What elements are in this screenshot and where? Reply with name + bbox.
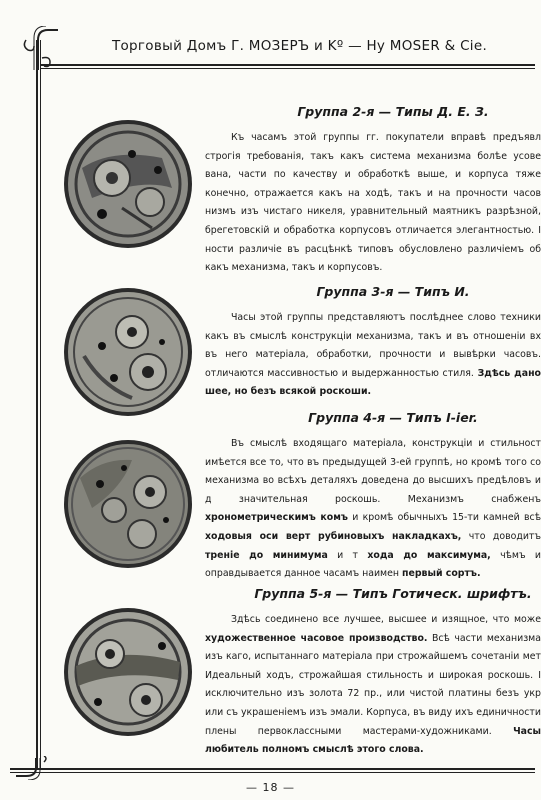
paragraph-bold-text: Часы любитель полномъ смыслѣ этого слова. <box>205 725 541 756</box>
section-group-4 <box>205 410 541 584</box>
bottom-rule <box>10 768 535 770</box>
section-heading: Группа 2-я — Типы Д. Е. З. <box>297 104 489 119</box>
watch-movement-image-4 <box>62 606 194 738</box>
section-heading: Группа 4-я — Типъ I-ier. <box>308 410 478 425</box>
left-rule-thin <box>40 40 41 770</box>
page-number: — 18 — <box>246 781 295 794</box>
paragraph-text: Всѣ части механизма изъ каго, испытаннаго матеріала при строжайшемъ сочетаніи мет Идеальный ходъ, строжайшая стильность и широкая роскошь. I исключительно изъ золота 72 пр., или чистой платины безъ укр или съ украшеніемъ изъ эмали. Корпуса, въ виду ихъ единичности плены первоклассными мастерами-художниками. <box>205 632 541 737</box>
paragraph-bold-text: ходовыя оси верт рубиновыхъ накладкахъ, <box>205 530 462 542</box>
paragraph-bold-text: хода до максимума, <box>367 549 491 561</box>
top-rule-thin <box>40 68 535 69</box>
paragraph-text: и кромѣ обычныхъ 15-ти камней всѣ <box>352 512 541 524</box>
paragraph-text: Часы этой группы представляютъ послѣднее слово техники какъ въ смыслѣ конструкціи механизма, такъ и въ отношеніи вх въ него матеріала, обработки, прочности и вывѣрки часовъ. отличаются массивностью и выдержанностью стиля. <box>205 312 541 379</box>
page-header: Торговый Домъ Г. МОЗЕРЪ и Kº — Hy MOSER & Cie. <box>111 38 488 54</box>
section-paragraph: Къ часамъ этой группы гг. покупатели вправѣ предъявл строгія требованія, такъ какъ система механизма болѣе усове вана, части по качеству и обработкѣ выше, и корпуса тяже конечно, отражается какъ на ходѣ, такъ и на прочности часов низмъ изъ чистаго никеля, уравнительный маятникъ разрѣзной, брегетовскій и обработка корпусовъ отличается элегантностью. I ности различіе въ расцѣнкѣ типовъ обусловлено различіемъ об какъ механизма, такъ и корпусовъ. <box>205 132 541 274</box>
bottom-rule-thin <box>10 772 535 773</box>
corner-ornament-top <box>20 26 60 72</box>
section-paragraph <box>205 611 541 760</box>
section-paragraph <box>205 309 541 402</box>
paragraph-bold-text: первый сортъ. <box>402 568 481 580</box>
section-heading: Группа 5-я — Типъ Готическ. шрифтъ. <box>254 586 532 601</box>
watch-movement-image-1 <box>62 118 194 250</box>
section-heading: Группа 3-я — Типъ И. <box>316 284 470 299</box>
section-paragraph <box>205 435 541 584</box>
paragraph-bold-text: Здѣсь дано шее, но безъ всякой роскоши. <box>205 367 541 398</box>
left-rule <box>36 40 38 770</box>
section-group-3 <box>205 284 541 402</box>
paragraph-text: Въ смыслѣ входящаго матеріала, конструкціи и стильност имѣется все то, что въ предыдущей 3-ей группѣ, но кромѣ того со механизма во всѣхъ деталяхъ доведена до высшихъ предѣловъ и д значительная роскошь. Механизмъ снабженъ <box>205 438 541 505</box>
watch-movement-image-2 <box>62 286 194 418</box>
paragraph-bold-text: хронометрическимъ комъ <box>205 512 348 524</box>
watch-movement-image-3 <box>62 438 194 570</box>
paragraph-text: что доводитъ <box>468 530 541 542</box>
corner-ornament-bottom <box>14 756 48 780</box>
paragraph-text: и т <box>337 549 359 561</box>
top-rule <box>40 64 535 66</box>
paragraph-text: чѣмъ и оправдывается данное часамъ наимен <box>205 549 541 580</box>
paragraph-bold-text: треніе до минимума <box>205 549 328 561</box>
paragraph-text: Здѣсь соединено все лучшее, высшее и изящное, что може <box>231 614 541 625</box>
section-group-2 <box>205 104 541 278</box>
paragraph-bold-text: художественное часовое производство. <box>205 632 428 644</box>
section-group-5 <box>205 586 541 760</box>
